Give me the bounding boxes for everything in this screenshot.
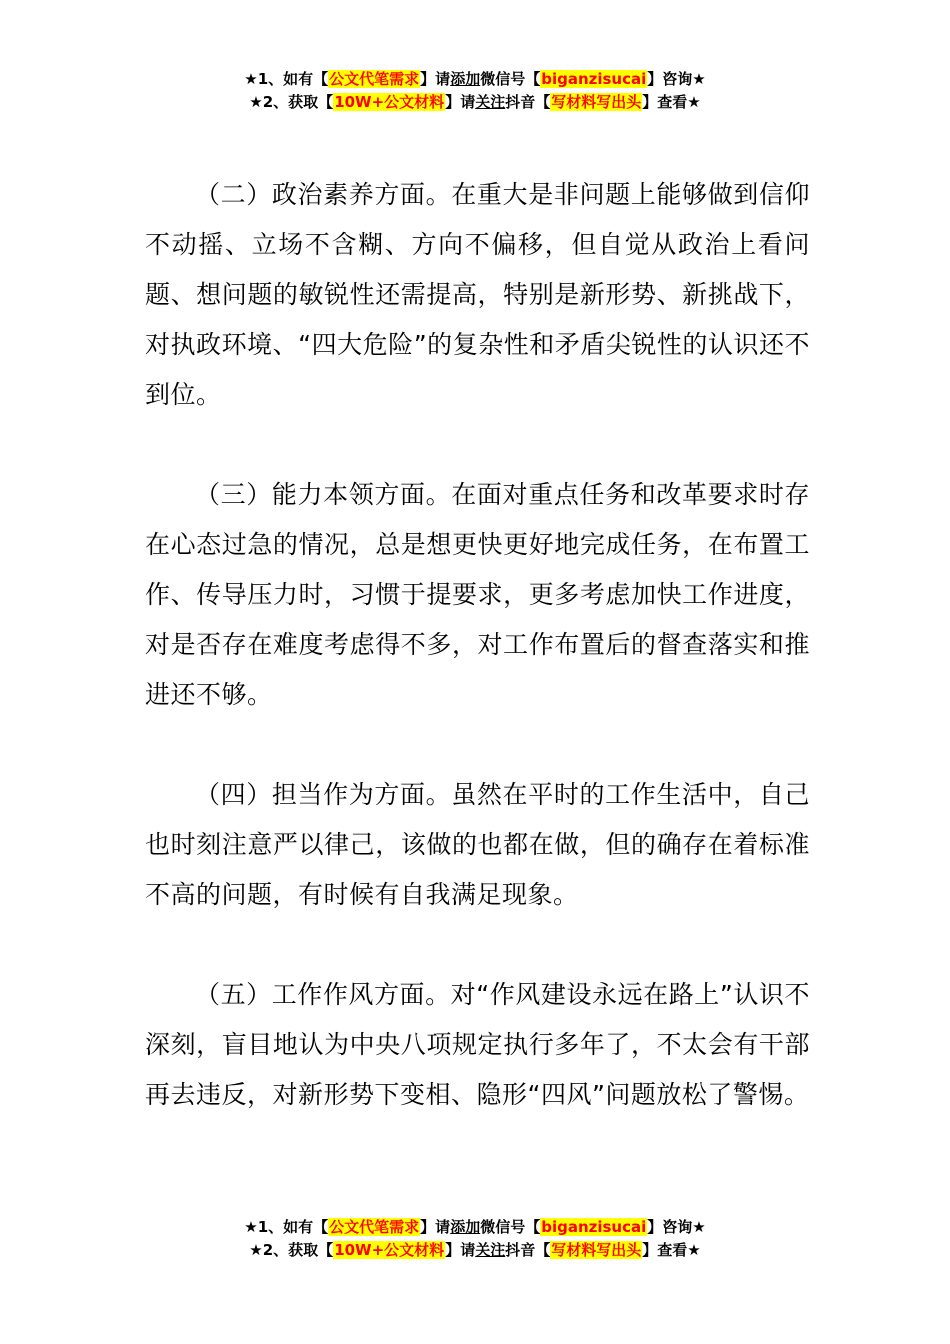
highlight-wechat-id: biganzisucai <box>541 70 647 88</box>
banner-underlined-text: 关注 <box>475 1241 506 1259</box>
highlight-ghostwriting: 公文代笔需求 <box>329 70 420 88</box>
highlight-douyin-account: 写材料写出头 <box>551 93 642 111</box>
banner-text: 】请 <box>420 70 451 88</box>
highlight-wechat-id: biganzisucai <box>541 1218 647 1236</box>
highlight-materials: 10W+公文材料 <box>334 1241 445 1259</box>
highlight-ghostwriting: 公文代笔需求 <box>329 1218 420 1236</box>
banner-text: 】查看★ <box>642 1241 701 1259</box>
banner-underlined-text: 关注 <box>475 93 506 111</box>
banner-text: ★1、如有【 <box>244 1218 329 1236</box>
banner-text: 】请 <box>420 1218 451 1236</box>
banner-line-2 <box>0 91 950 114</box>
banner-text: 抖音【 <box>505 1241 551 1259</box>
banner-underlined-text: 添加 <box>450 70 481 88</box>
banner-text: ★1、如有【 <box>244 70 329 88</box>
header-banner <box>0 68 950 114</box>
banner-underlined-text: 添加 <box>450 1218 481 1236</box>
highlight-materials: 10W+公文材料 <box>334 93 445 111</box>
banner-text: 】咨询★ <box>647 70 706 88</box>
document-body <box>145 170 810 1120</box>
banner-text: 微信号【 <box>480 1218 541 1236</box>
banner-line-1 <box>0 1216 950 1239</box>
paragraph-political-literacy: （二）政治素养方面。在重大是非问题上能够做到信仰不动摇、立场不含糊、方向不偏移，但自觉从政治上看问题、想问题的敏锐性还需提高，特别是新形势、新挑战下，对执政环境、“四大危险”的复杂性和矛盾尖锐性的认识还不到位。 <box>145 180 810 409</box>
banner-text: 抖音【 <box>505 93 551 111</box>
paragraph-capability: （三）能力本领方面。在面对重点任务和改革要求时存在心态过急的情况，总是想更快更好地完成任务，在布置工作、传导压力时，习惯于提要求，更多考虑加快工作进度，对是否存在难度考虑得不多，对工作布置后的督查落实和推进还不够。 <box>145 480 810 709</box>
banner-text: 】咨询★ <box>647 1218 706 1236</box>
banner-text: 微信号【 <box>480 70 541 88</box>
banner-text: ★2、获取【 <box>249 1241 334 1259</box>
highlight-douyin-account: 写材料写出头 <box>551 1241 642 1259</box>
banner-text: ★2、获取【 <box>249 93 334 111</box>
paragraph-work-style: （五）工作作风方面。对“作风建设永远在路上”认识不深刻，盲目地认为中央八项规定执行多年了，不太会有干部再去违反，对新形势下变相、隐形“四风”问题放松了警惕。 <box>145 980 810 1109</box>
banner-text: 】查看★ <box>642 93 701 111</box>
banner-text: 】请 <box>445 1241 476 1259</box>
footer-banner <box>0 1216 950 1262</box>
banner-text: 】请 <box>445 93 476 111</box>
banner-line-2 <box>0 1239 950 1262</box>
paragraph-responsibility: （四）担当作为方面。虽然在平时的工作生活中，自己也时刻注意严以律己，该做的也都在做，但的确存在着标准不高的问题，有时候有自我满足现象。 <box>145 780 810 909</box>
banner-line-1 <box>0 68 950 91</box>
